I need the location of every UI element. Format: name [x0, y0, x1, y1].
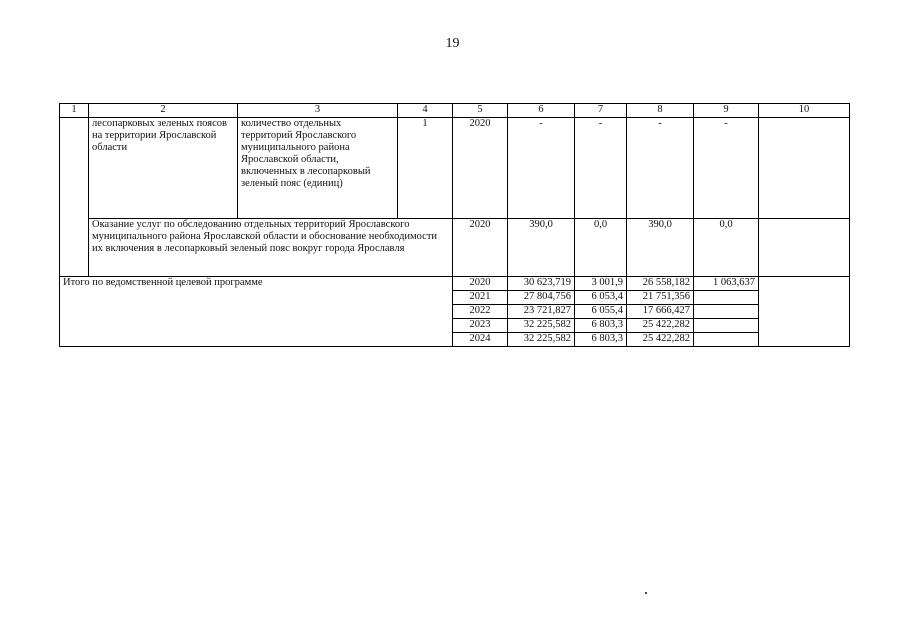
value-cell: 21 751,356: [627, 291, 694, 305]
year-cell: 2021: [453, 291, 508, 305]
service-description-cell: Оказание услуг по обследованию отдельных территорий Ярославского муниципального района Ярославской области и обоснование необходимости их включения в лесопарковый зеленый пояс вокруг города Ярославля: [89, 219, 453, 277]
value-cell: 6 803,3: [575, 319, 627, 333]
header-cell: 8: [627, 104, 694, 118]
value-cell: 32 225,582: [508, 319, 575, 333]
value-cell: 30 623,719: [508, 277, 575, 291]
header-cell: 4: [398, 104, 453, 118]
table-row: [60, 118, 850, 219]
value-cell: [694, 305, 759, 319]
value-cell: [694, 291, 759, 305]
year-cell: 2020: [453, 277, 508, 291]
value-cell: [694, 333, 759, 347]
row-number-cell: [60, 118, 89, 277]
header-cell: 9: [694, 104, 759, 118]
value-cell: 390,0: [508, 219, 575, 277]
activity-name-cell: лесопарковых зеленых поясов на территории Ярославской области: [89, 118, 238, 219]
table-header-row: [60, 104, 850, 118]
value-cell: [759, 118, 850, 219]
program-table: [59, 103, 850, 347]
header-cell: 3: [238, 104, 398, 118]
value-cell: 390,0: [627, 219, 694, 277]
indicator-value-cell: 1: [398, 118, 453, 219]
indicator-name-cell: количество отдельных территорий Ярославского муниципального района Ярославской области, включенных в лесопарковый зеленый пояс (единиц): [238, 118, 398, 219]
value-cell: -: [508, 118, 575, 219]
page-number: 19: [445, 36, 460, 51]
value-cell: [759, 219, 850, 277]
header-cell: 6: [508, 104, 575, 118]
header-cell: 2: [89, 104, 238, 118]
empty-cell: [759, 277, 850, 347]
value-cell: 6 055,4: [575, 305, 627, 319]
value-cell: 25 422,282: [627, 319, 694, 333]
total-label-cell: Итого по ведомственной целевой программе: [60, 277, 453, 347]
value-cell: 0,0: [694, 219, 759, 277]
year-cell: 2022: [453, 305, 508, 319]
value-cell: 17 666,427: [627, 305, 694, 319]
header-cell: 1: [60, 104, 89, 118]
value-cell: -: [694, 118, 759, 219]
value-cell: 1 063,637: [694, 277, 759, 291]
year-cell: 2020: [453, 118, 508, 219]
year-cell: 2020: [453, 219, 508, 277]
value-cell: 0,0: [575, 219, 627, 277]
value-cell: 27 804,756: [508, 291, 575, 305]
table-row: [60, 219, 850, 277]
header-cell: 5: [453, 104, 508, 118]
value-cell: 25 422,282: [627, 333, 694, 347]
value-cell: 3 001,9: [575, 277, 627, 291]
value-cell: 26 558,182: [627, 277, 694, 291]
year-cell: 2023: [453, 319, 508, 333]
value-cell: 6 803,3: [575, 333, 627, 347]
value-cell: 23 721,827: [508, 305, 575, 319]
value-cell: -: [627, 118, 694, 219]
value-cell: [694, 319, 759, 333]
value-cell: 32 225,582: [508, 333, 575, 347]
total-row: [60, 277, 850, 291]
scan-speck: [645, 592, 647, 594]
value-cell: -: [575, 118, 627, 219]
value-cell: 6 053,4: [575, 291, 627, 305]
header-cell: 7: [575, 104, 627, 118]
year-cell: 2024: [453, 333, 508, 347]
header-cell: 10: [759, 104, 850, 118]
